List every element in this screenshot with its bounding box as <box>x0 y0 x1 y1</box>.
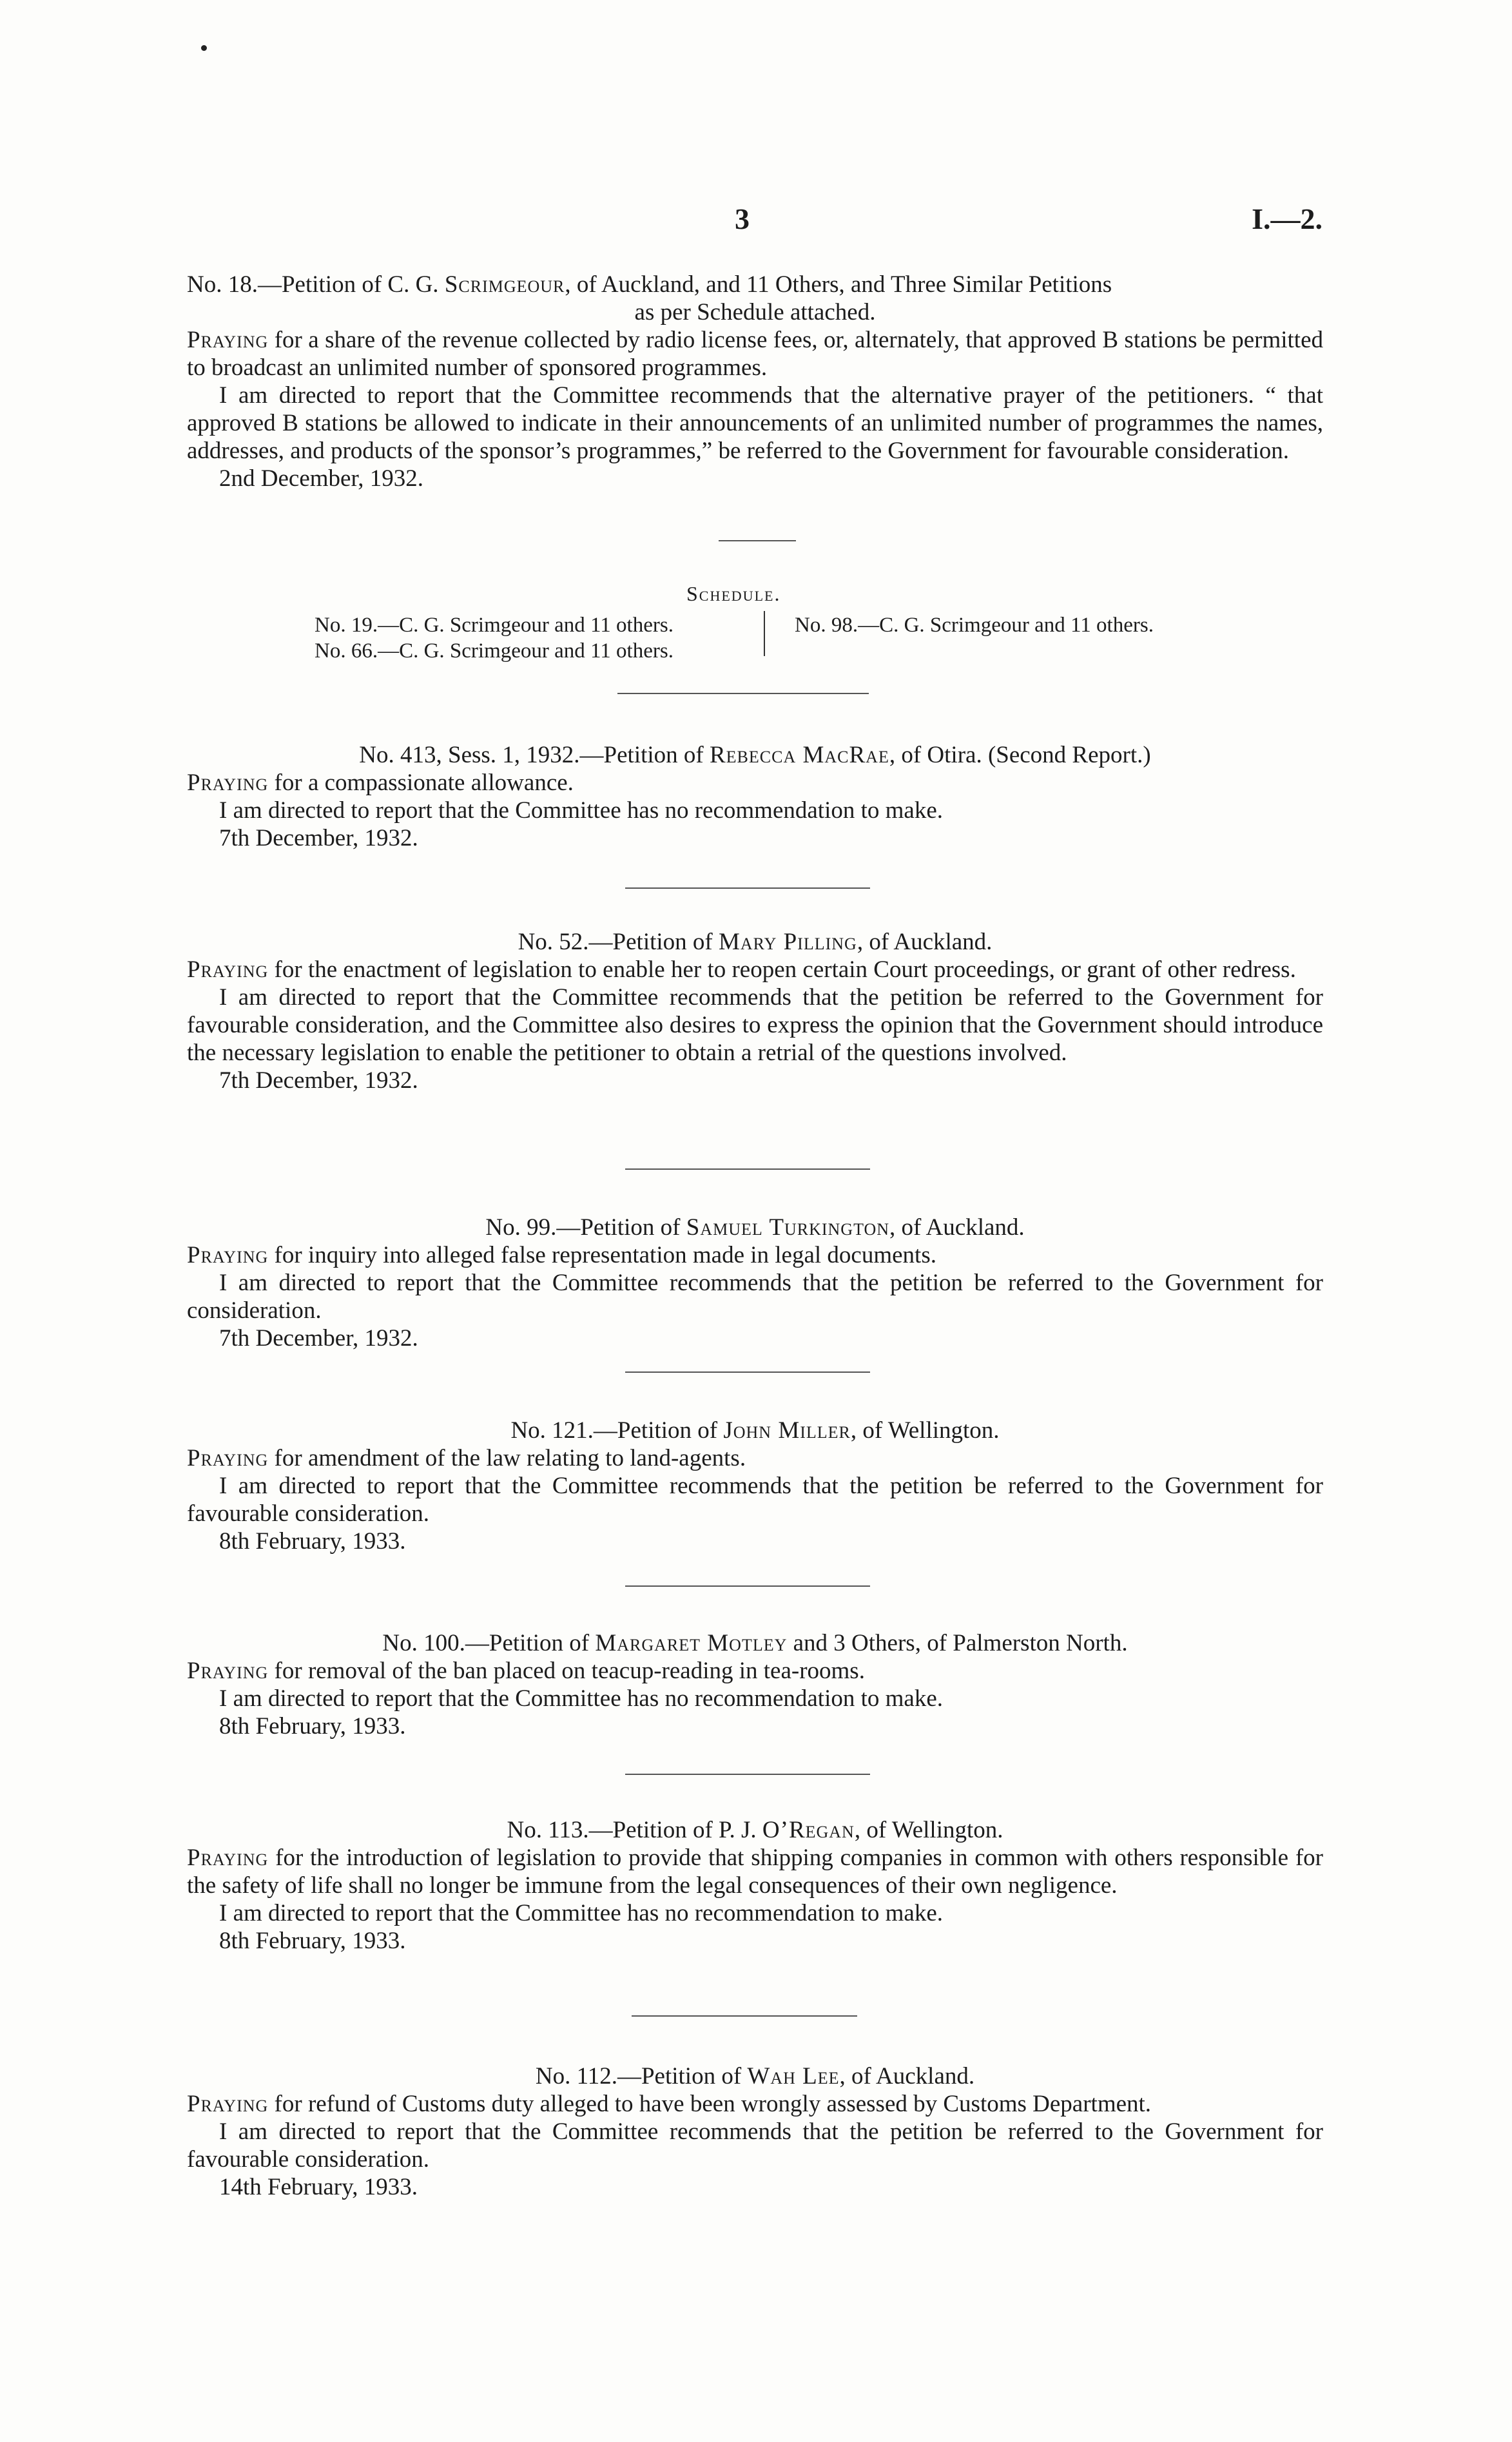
title-text: , of Otira. (Second Report.) <box>889 742 1151 768</box>
petition-121 <box>187 1417 1323 1555</box>
praying-paragraph <box>187 1844 1323 1899</box>
page-header <box>0 202 1512 244</box>
petition-title <box>187 1417 1323 1444</box>
title-text: No. 99.—Petition of <box>485 1214 686 1241</box>
report-paragraph: I am directed to report that the Committee recommends that the petition be referred to the Government for favourable consideration, and the Committee also desires to express the opinion that the Government should introduce the necessary legislation to enable the petitioner to obtain a retrial of the questions involved. <box>187 984 1323 1066</box>
schedule-title: Schedule. <box>686 582 781 605</box>
praying-text: for refund of Customs duty alleged to have been wrongly assessed by Customs Department. <box>268 2091 1152 2117</box>
petition-title <box>187 741 1323 769</box>
petitioner-name: Margaret Motley <box>595 1630 788 1656</box>
petition-100 <box>187 1629 1323 1740</box>
report-date: 8th February, 1933. <box>219 1528 406 1555</box>
report-date: 7th December, 1932. <box>219 1325 418 1352</box>
schedule-column-right <box>795 612 1154 638</box>
petition-title <box>187 928 1323 956</box>
schedule-column-divider <box>764 611 765 656</box>
petition-52 <box>187 928 1323 1094</box>
divider-short <box>719 540 796 541</box>
schedule-item: No. 19.—C. G. Scrimgeour and 11 others. <box>315 614 674 637</box>
petition-413 <box>187 741 1323 852</box>
petitioner-name: Wah Lee <box>747 2063 840 2089</box>
schedule-column-left <box>315 612 674 664</box>
divider <box>617 693 869 694</box>
report-paragraph: I am directed to report that the Committee has no recommendation to make. <box>219 797 944 824</box>
praying-text: for a share of the revenue collected by radio license fees, or, alternately, that approved B stations be permitted to broadcast an unlimited number of sponsored programmes. <box>187 327 1323 381</box>
schedule-item: No. 98.—C. G. Scrimgeour and 11 others. <box>795 614 1154 637</box>
praying-label: Praying <box>187 327 269 353</box>
document-reference: I.—2. <box>1252 202 1323 235</box>
divider <box>625 1371 870 1373</box>
praying-text: for the enactment of legislation to enable her to reopen certain Court proceedings, or grant of other redress. <box>268 956 1296 983</box>
praying-label: Praying <box>187 770 269 796</box>
title-text: No. 52.—Petition of <box>518 929 719 955</box>
praying-label: Praying <box>187 1445 269 1471</box>
divider <box>625 1774 870 1775</box>
praying-paragraph <box>187 956 1323 984</box>
title-text: No. 413, Sess. 1, 1932.—Petition of <box>359 742 710 768</box>
praying-text: for removal of the ban placed on teacup-reading in tea-rooms. <box>268 1658 865 1684</box>
title-text: No. 18.—Petition of C. G. <box>187 271 445 298</box>
petition-113 <box>187 1816 1323 1955</box>
petition-title <box>187 1214 1323 1241</box>
title-text: , of Auckland. <box>889 1214 1025 1241</box>
petitioner-name: O’Regan <box>762 1817 855 1843</box>
praying-label: Praying <box>187 1658 269 1684</box>
divider <box>625 1585 870 1587</box>
petition-title <box>187 2062 1323 2090</box>
praying-text: for inquiry into alleged false representation made in legal documents. <box>268 1242 936 1268</box>
title-text: , of Auckland. <box>857 929 993 955</box>
report-paragraph: I am directed to report that the Committee recommends that the petition be referred to the Government for favourable consideration. <box>187 1473 1323 1527</box>
title-text: , of Wellington. <box>850 1417 1000 1444</box>
praying-paragraph <box>187 769 1323 797</box>
report-date: 14th February, 1933. <box>219 2174 418 2200</box>
praying-paragraph <box>187 1241 1323 1269</box>
report-date: 8th February, 1933. <box>219 1928 406 1954</box>
petitioner-name: Scrimgeour <box>444 271 565 298</box>
schedule-item: No. 66.—C. G. Scrimgeour and 11 others. <box>315 639 674 663</box>
praying-paragraph <box>187 1657 1323 1685</box>
praying-label: Praying <box>187 1242 269 1268</box>
report-paragraph: I am directed to report that the Committee recommends that the petition be referred to the Government for consideration. <box>187 1270 1323 1324</box>
petitioner-name: Mary Pilling <box>718 929 857 955</box>
praying-label: Praying <box>187 2091 269 2117</box>
title-text: No. 112.—Petition of <box>535 2063 748 2089</box>
praying-label: Praying <box>187 956 269 983</box>
praying-label: Praying <box>187 1845 269 1871</box>
petition-18 <box>187 271 1323 492</box>
praying-text: for the introduction of legislation to provide that shipping companies in common with others responsible for the safety of life shall no longer be immune from the legal consequences of their own negligence. <box>187 1845 1323 1899</box>
report-date: 8th February, 1933. <box>219 1713 406 1739</box>
divider <box>632 2015 857 2017</box>
praying-paragraph <box>187 326 1323 382</box>
report-paragraph: I am directed to report that the Committee has no recommendation to make. <box>219 1685 944 1712</box>
report-date: 7th December, 1932. <box>219 825 418 851</box>
report-date: 7th December, 1932. <box>219 1067 418 1094</box>
petition-112 <box>187 2062 1323 2201</box>
petitioner-name: John Miller <box>723 1417 851 1444</box>
title-text: and 3 Others, of Palmerston North. <box>787 1630 1128 1656</box>
praying-paragraph <box>187 1444 1323 1472</box>
report-paragraph: I am directed to report that the Committee has no recommendation to make. <box>219 1900 944 1926</box>
petition-title <box>187 271 1323 298</box>
divider <box>625 887 870 889</box>
ink-speck <box>201 45 207 51</box>
page-number: 3 <box>735 202 750 235</box>
praying-text: for amendment of the law relating to land-agents. <box>268 1445 746 1471</box>
praying-paragraph <box>187 2090 1323 2118</box>
petitioner-name: Samuel Turkington <box>686 1214 890 1241</box>
praying-text: for a compassionate allowance. <box>268 770 574 796</box>
divider <box>625 1168 870 1170</box>
title-text: , of Auckland. <box>839 2063 975 2089</box>
title-text: , of Wellington. <box>854 1817 1003 1843</box>
petition-title-line2: as per Schedule attached. <box>634 299 876 325</box>
title-text: , of Auckland, and 11 Others, and Three Similar Petitions <box>565 271 1112 298</box>
petitioner-name: Rebecca MacRae <box>709 742 889 768</box>
petition-title <box>187 1816 1323 1844</box>
title-text: No. 121.—Petition of <box>510 1417 724 1444</box>
petition-99 <box>187 1214 1323 1352</box>
report-date: 2nd December, 1932. <box>219 465 424 492</box>
report-paragraph: I am directed to report that the Committee recommends that the alternative prayer of the petitioners. “ that approved B stations be allowed to indicate in their announcements of an unlimited number of programmes the names, addresses, and products of the sponsor’s programmes,” be referred to the Government for favourable consideration. <box>187 382 1323 464</box>
petition-title <box>187 1629 1323 1657</box>
title-text: No. 100.—Petition of <box>382 1630 596 1656</box>
title-text: No. 113.—Petition of P. J. <box>507 1817 762 1843</box>
report-paragraph: I am directed to report that the Committee recommends that the petition be referred to the Government for favourable consideration. <box>187 2118 1323 2173</box>
